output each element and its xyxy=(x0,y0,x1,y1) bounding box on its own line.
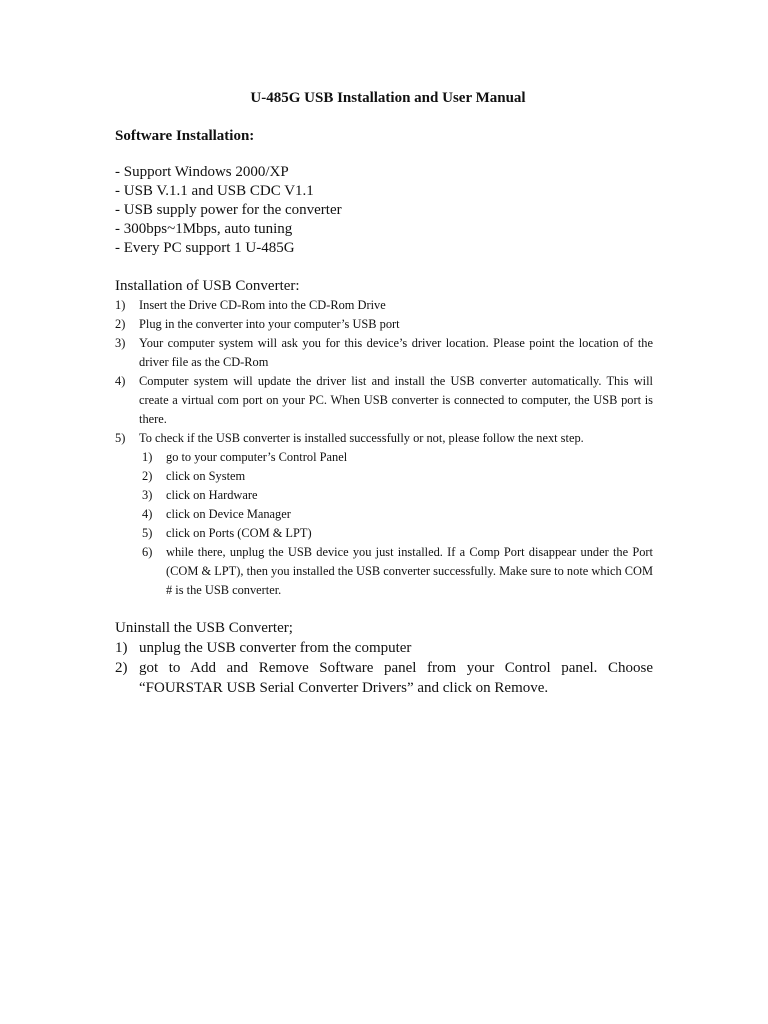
substep-item xyxy=(115,524,653,543)
substep-item xyxy=(115,505,653,524)
substep-item xyxy=(115,448,653,467)
step-text: Plug in the converter into your computer’s USB port xyxy=(139,317,400,331)
feature-item: - Every PC support 1 U-485G xyxy=(115,240,295,256)
software-installation-heading: Software Installation: xyxy=(115,128,255,144)
substep-number: 6) xyxy=(142,545,153,559)
step-number: 1) xyxy=(115,298,126,312)
feature-item: - USB V.1.1 and USB CDC V1.1 xyxy=(115,183,314,199)
uninstall-step xyxy=(115,638,653,658)
step-text: Computer system will update the driver list and install the USB converter automatically. This will create a virtual com port on your PC. When USB converter is connected to computer, the USB port is there. xyxy=(139,374,653,426)
substep-item xyxy=(115,486,653,505)
feature-list xyxy=(115,163,342,258)
feature-item: - Support Windows 2000/XP xyxy=(115,164,289,180)
substep-text: go to your computer’s Control Panel xyxy=(166,450,348,464)
substep-text: click on Hardware xyxy=(166,488,258,502)
substep-text: click on System xyxy=(166,469,246,483)
document-title: U-485G USB Installation and User Manual xyxy=(250,90,526,106)
step-number: 4) xyxy=(115,374,126,388)
substep-number: 2) xyxy=(142,469,153,483)
step-number: 3) xyxy=(115,336,126,350)
uninstall-step-number: 1) xyxy=(115,640,128,656)
substep-text: while there, unplug the USB device you just installed. If a Comp Port disappear under the Port (COM & LPT), then you installed the USB converter successfully. Make sure to note which COM # is the USB converter. xyxy=(166,545,653,597)
uninstall-step-text: got to Add and Remove Software panel from your Control panel. Choose “FOURSTAR USB Serial Converter Drivers” and click on Remove. xyxy=(139,660,653,696)
step-number: 5) xyxy=(115,431,126,445)
substep-text: click on Device Manager xyxy=(166,507,291,521)
installation-steps xyxy=(115,296,653,600)
substep-text: click on Ports (COM & LPT) xyxy=(166,526,312,540)
substep-item xyxy=(115,467,653,486)
substep-number: 1) xyxy=(142,450,153,464)
uninstall-step-number: 2) xyxy=(115,660,128,676)
step-text: Insert the Drive CD-Rom into the CD-Rom Drive xyxy=(139,298,386,312)
installation-step xyxy=(115,429,653,448)
feature-item: - USB supply power for the converter xyxy=(115,202,342,218)
installation-step xyxy=(115,372,653,429)
installation-step xyxy=(115,334,653,372)
uninstall-step xyxy=(115,658,653,698)
substep-number: 3) xyxy=(142,488,153,502)
uninstall-step-text: unplug the USB converter from the computer xyxy=(139,640,412,656)
substep-item xyxy=(115,543,653,600)
substep-number: 5) xyxy=(142,526,153,540)
substep-number: 4) xyxy=(142,507,153,521)
installation-heading: Installation of USB Converter: xyxy=(115,278,300,294)
step-text: To check if the USB converter is installed successfully or not, please follow the next step. xyxy=(139,431,584,445)
feature-item: - 300bps~1Mbps, auto tuning xyxy=(115,221,293,237)
step-text: Your computer system will ask you for this device’s driver location. Please point the location of the driver file as the CD-Rom xyxy=(139,336,653,369)
installation-step xyxy=(115,315,653,334)
verification-substeps xyxy=(115,448,653,600)
uninstall-heading: Uninstall the USB Converter; xyxy=(115,620,293,636)
uninstall-section xyxy=(115,618,653,698)
step-number: 2) xyxy=(115,317,126,331)
installation-step xyxy=(115,296,653,315)
